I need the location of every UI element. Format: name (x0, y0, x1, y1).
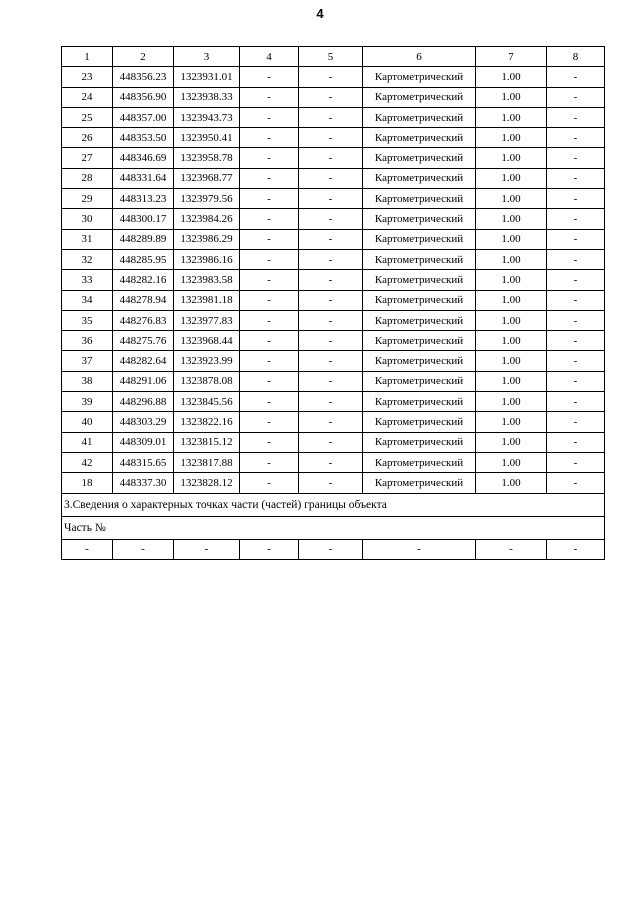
table-cell: 1323977.83 (174, 310, 240, 330)
table-cell: - (547, 392, 605, 412)
table-cell: - (299, 331, 363, 351)
table-cell: Картометрический (363, 331, 476, 351)
table-cell: 35 (62, 310, 113, 330)
table-cell: 1323923.99 (174, 351, 240, 371)
table-cell: - (240, 229, 299, 249)
table-cell: 24 (62, 87, 113, 107)
table-cell: - (240, 209, 299, 229)
table-cell: 1323938.33 (174, 87, 240, 107)
table-cell: - (240, 351, 299, 371)
table-cell: Картометрический (363, 392, 476, 412)
table-cell: Картометрический (363, 473, 476, 493)
table-cell: - (240, 107, 299, 127)
table-cell: 1323979.56 (174, 189, 240, 209)
column-header: 6 (363, 47, 476, 67)
page-number: 4 (316, 6, 324, 21)
table-cell: - (299, 432, 363, 452)
table-cell: 1.00 (476, 128, 547, 148)
table-cell: 1323986.16 (174, 249, 240, 269)
table-cell: - (299, 290, 363, 310)
table-row (62, 128, 605, 148)
table-cell: 1323878.08 (174, 371, 240, 391)
table-cell: - (299, 392, 363, 412)
table-cell: Картометрический (363, 310, 476, 330)
table-cell: 32 (62, 249, 113, 269)
table-cell: 448357.00 (113, 107, 174, 127)
table-cell: - (547, 107, 605, 127)
table-row (62, 189, 605, 209)
table-cell: Картометрический (363, 67, 476, 87)
table-body (62, 67, 605, 493)
table-cell: - (62, 539, 113, 559)
table-cell: Картометрический (363, 351, 476, 371)
table-cell: 28 (62, 168, 113, 188)
table-header-row (62, 47, 605, 67)
table-cell: 1.00 (476, 148, 547, 168)
table-cell: - (299, 189, 363, 209)
table-cell: Картометрический (363, 412, 476, 432)
table-cell: - (547, 168, 605, 188)
table-cell: Картометрический (363, 270, 476, 290)
column-header: 3 (174, 47, 240, 67)
table-cell: 448291.06 (113, 371, 174, 391)
column-header: 1 (62, 47, 113, 67)
table-cell: - (547, 229, 605, 249)
table-cell: 448303.29 (113, 412, 174, 432)
table-row (62, 270, 605, 290)
table-cell: 448353.50 (113, 128, 174, 148)
table-cell: 1.00 (476, 107, 547, 127)
table-cell: Картометрический (363, 168, 476, 188)
table-cell: 1.00 (476, 168, 547, 188)
table-cell: 1.00 (476, 67, 547, 87)
table-cell: 1.00 (476, 392, 547, 412)
table-cell: - (240, 539, 299, 559)
table-row (62, 148, 605, 168)
table-cell: - (547, 128, 605, 148)
table-cell: 448337.30 (113, 473, 174, 493)
table-cell: Картометрический (363, 148, 476, 168)
table-cell: 1.00 (476, 331, 547, 351)
table-cell: - (299, 412, 363, 432)
table-row (62, 412, 605, 432)
coordinates-table (61, 46, 605, 560)
table-cell: - (547, 473, 605, 493)
table-row (62, 229, 605, 249)
table-cell: Картометрический (363, 128, 476, 148)
table-cell: 25 (62, 107, 113, 127)
table-cell: - (240, 310, 299, 330)
table-cell: 1.00 (476, 87, 547, 107)
table-cell: - (547, 290, 605, 310)
column-header: 8 (547, 47, 605, 67)
table-cell: - (299, 87, 363, 107)
table-cell: 448309.01 (113, 432, 174, 452)
table-cell: 448276.83 (113, 310, 174, 330)
table-cell: 448356.90 (113, 87, 174, 107)
table-cell: Картометрический (363, 432, 476, 452)
table-row (62, 371, 605, 391)
table-cell: - (547, 331, 605, 351)
column-header: 7 (476, 47, 547, 67)
table-row (62, 67, 605, 87)
section-row (62, 493, 605, 516)
table-row (62, 351, 605, 371)
table-cell: 1.00 (476, 412, 547, 432)
table-cell: 1323981.18 (174, 290, 240, 310)
section-title: 3.Сведения о характерных точках части (частей) границы объекта (62, 493, 605, 516)
table-cell: 1323845.56 (174, 392, 240, 412)
table-cell: - (547, 189, 605, 209)
table-cell: - (240, 148, 299, 168)
table-cell: - (299, 310, 363, 330)
table-cell: - (240, 67, 299, 87)
table-cell: 37 (62, 351, 113, 371)
table-cell: 1323986.29 (174, 229, 240, 249)
table-cell: Картометрический (363, 371, 476, 391)
table-cell: 448282.16 (113, 270, 174, 290)
table-cell: 1323968.44 (174, 331, 240, 351)
table-cell: 448278.94 (113, 290, 174, 310)
table-cell: 18 (62, 473, 113, 493)
table-cell: Картометрический (363, 290, 476, 310)
table-cell: - (299, 107, 363, 127)
table-cell: Картометрический (363, 229, 476, 249)
table-cell: 1.00 (476, 371, 547, 391)
table-row (62, 168, 605, 188)
table-cell: - (299, 67, 363, 87)
table-cell: - (547, 67, 605, 87)
table-cell: 1323822.16 (174, 412, 240, 432)
table-cell: 1323828.12 (174, 473, 240, 493)
table-cell: 448300.17 (113, 209, 174, 229)
table-cell: - (547, 270, 605, 290)
table-cell: 1323943.73 (174, 107, 240, 127)
table-row (62, 331, 605, 351)
table-cell: 448313.23 (113, 189, 174, 209)
table-cell: 1.00 (476, 290, 547, 310)
table-cell: - (299, 351, 363, 371)
table-cell: 1.00 (476, 432, 547, 452)
table-cell: 1323817.88 (174, 452, 240, 472)
table-cell: Картометрический (363, 452, 476, 472)
table-cell: 29 (62, 189, 113, 209)
table-cell: Картометрический (363, 249, 476, 269)
part-row (62, 516, 605, 539)
table-cell: 448285.95 (113, 249, 174, 269)
table-cell: Картометрический (363, 189, 476, 209)
table-cell: 1.00 (476, 452, 547, 472)
table-cell: 26 (62, 128, 113, 148)
table-cell: - (476, 539, 547, 559)
table-cell: - (547, 310, 605, 330)
table-row (62, 473, 605, 493)
column-header: 5 (299, 47, 363, 67)
table-cell: 1.00 (476, 249, 547, 269)
table-cell: - (174, 539, 240, 559)
table-cell: 40 (62, 412, 113, 432)
table-row (62, 107, 605, 127)
table-cell: 33 (62, 270, 113, 290)
table-cell: 1323968.77 (174, 168, 240, 188)
table-row (62, 87, 605, 107)
table-cell: - (113, 539, 174, 559)
table-cell: - (547, 148, 605, 168)
table-cell: 448289.89 (113, 229, 174, 249)
table-row (62, 290, 605, 310)
table-cell: 448282.64 (113, 351, 174, 371)
table-cell: - (363, 539, 476, 559)
table-row (62, 392, 605, 412)
table-cell: 30 (62, 209, 113, 229)
table-cell: - (299, 539, 363, 559)
table-cell: 34 (62, 290, 113, 310)
empty-row (62, 539, 605, 559)
table-row (62, 432, 605, 452)
table-cell: 27 (62, 148, 113, 168)
table-cell: Картометрический (363, 209, 476, 229)
table-cell: - (299, 249, 363, 269)
table-cell: Картометрический (363, 87, 476, 107)
table-cell: 448275.76 (113, 331, 174, 351)
table-cell: - (299, 473, 363, 493)
table-cell: - (547, 452, 605, 472)
table-cell: 448315.65 (113, 452, 174, 472)
table-cell: - (299, 148, 363, 168)
table-cell: - (240, 392, 299, 412)
table-cell: 31 (62, 229, 113, 249)
table-cell: - (240, 473, 299, 493)
table-row (62, 310, 605, 330)
table-cell: - (240, 290, 299, 310)
table-cell: - (240, 452, 299, 472)
table-cell: 42 (62, 452, 113, 472)
table-cell: Картометрический (363, 107, 476, 127)
table-cell: - (547, 209, 605, 229)
table-cell: 39 (62, 392, 113, 412)
table-cell: - (240, 270, 299, 290)
table-cell: 1.00 (476, 310, 547, 330)
table-row (62, 249, 605, 269)
table-cell: 38 (62, 371, 113, 391)
table-cell: - (547, 539, 605, 559)
table-cell: - (299, 128, 363, 148)
part-label: Часть № (62, 516, 605, 539)
table-cell: - (240, 331, 299, 351)
table-cell: - (547, 371, 605, 391)
table-cell: 448346.69 (113, 148, 174, 168)
table-cell: 1323931.01 (174, 67, 240, 87)
table-cell: 1.00 (476, 270, 547, 290)
table-cell: - (299, 452, 363, 472)
table-cell: 1323950.41 (174, 128, 240, 148)
table-cell: - (547, 432, 605, 452)
table-cell: 41 (62, 432, 113, 452)
table-cell: - (240, 412, 299, 432)
table-cell: - (240, 168, 299, 188)
table-cell: 448331.64 (113, 168, 174, 188)
table-cell: 36 (62, 331, 113, 351)
table-cell: - (240, 371, 299, 391)
table-cell: - (547, 412, 605, 432)
table-row (62, 209, 605, 229)
table-cell: - (240, 128, 299, 148)
table-cell: 448356.23 (113, 67, 174, 87)
table-cell: - (240, 87, 299, 107)
table-cell: - (299, 270, 363, 290)
table-cell: 1323815.12 (174, 432, 240, 452)
table-cell: - (240, 249, 299, 269)
table-cell: 1323983.58 (174, 270, 240, 290)
column-header: 4 (240, 47, 299, 67)
table-cell: 1.00 (476, 473, 547, 493)
table-row (62, 452, 605, 472)
table-cell: 1.00 (476, 209, 547, 229)
table-cell: 1323958.78 (174, 148, 240, 168)
table-cell: 1.00 (476, 351, 547, 371)
table-cell: - (299, 371, 363, 391)
table-cell: 1.00 (476, 189, 547, 209)
table-cell: - (547, 351, 605, 371)
table-cell: - (547, 249, 605, 269)
table-cell: 1323984.26 (174, 209, 240, 229)
column-header: 2 (113, 47, 174, 67)
table-cell: - (299, 229, 363, 249)
table-cell: - (240, 189, 299, 209)
table-cell: - (299, 168, 363, 188)
table-cell: - (299, 209, 363, 229)
table-cell: 1.00 (476, 229, 547, 249)
table-cell: - (547, 87, 605, 107)
table-cell: 23 (62, 67, 113, 87)
table-cell: 448296.88 (113, 392, 174, 412)
table-cell: - (240, 432, 299, 452)
